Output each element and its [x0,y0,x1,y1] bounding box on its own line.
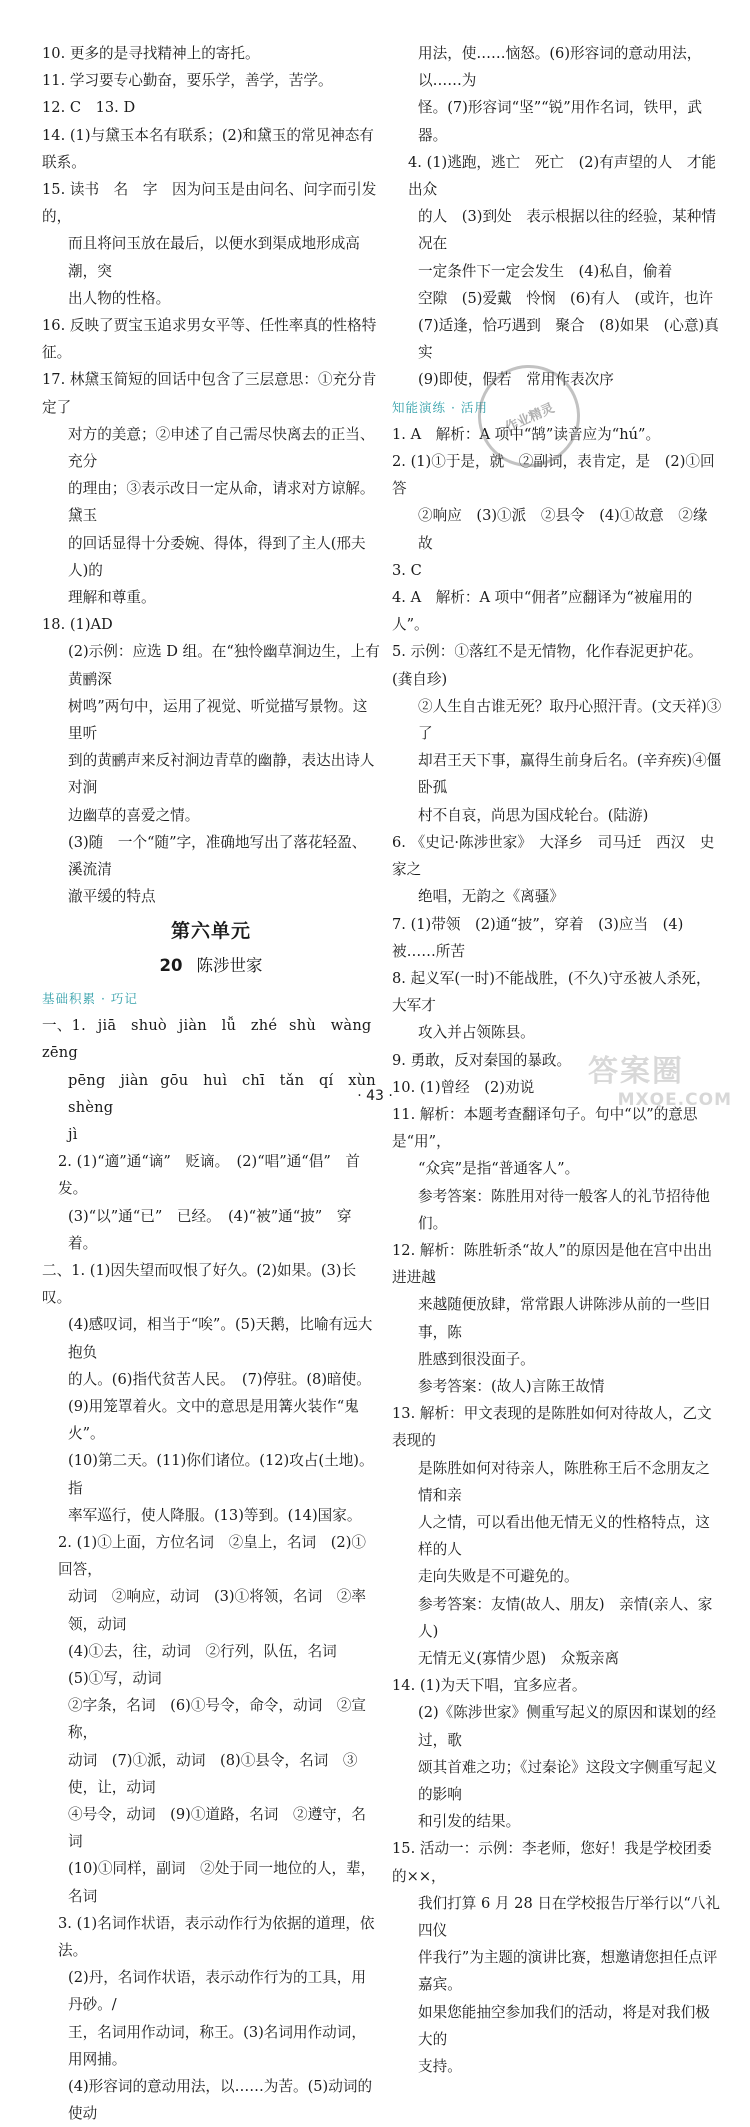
right-line: 10. (1)曾经 (2)劝说 [392,1078,535,1096]
right-line: (7)适逢，恰巧遇到 聚合 (8)如果 (心意)真实 [418,317,719,362]
left-line: 对方的美意；②申述了自己需尽快离去的正当、充分 [68,425,375,471]
right-line: 13. 解析：甲文表现的是陈胜如何对待故人，乙文表现的 [392,1405,712,1450]
right-line: “众宾”是指“普通客人”。 [418,1160,580,1178]
left-line: 树鸣”两句中，运用了视觉、听觉描写景物。这里听 [68,697,368,743]
left-line: 王，名词用作动词，称王。(3)名词用作动词，用网捕。 [68,2023,366,2068]
left-line: (4)①去，往，动词 ②行列，队伍，名词 (5)①写，动词 [68,1642,352,1687]
left-line: 动词 ②响应，动词 (3)①将领，名词 ②率领，动词 [68,1588,366,1633]
right-line: 参考答案：(故人)言陈王故情 [418,1377,605,1395]
right-line: 是陈胜如何对待亲人，陈胜称王后不念朋友之情和亲 [418,1459,710,1504]
right-line: 11. 解析：本题考查翻译句子。句中“以”的意思是“用”， [392,1105,698,1151]
left-line: (4)感叹词，相当于“唉”。(5)天鹅，比喻有远大抱负 [68,1316,373,1361]
left-line: 2. (1)“適”通“谪” 贬谪。 (2)“唱”通“倡” 首发。 [58,1153,361,1198]
stamp-seal: 作业精灵 [462,349,597,484]
right-line: 1. A 解析：A 项中“鹄”读音应为“hú”。 [392,425,661,443]
right-line: 4. A 解析：A 项中“佣者”应翻译为“被雇用的人”。 [392,589,693,634]
right-line: 一定条件下一定会发生 (4)私自，偷着 [418,262,673,280]
right-line: (9)即使，假若 常用作表次序 [418,371,614,389]
left-line: 第六单元 [170,919,251,942]
left-line: ②字条，名词 (6)①号令，命令，动词 ②宣称， [68,1697,366,1742]
right-line: 4. (1)逃跑，逃亡 死亡 (2)有声望的人 才能出众 [408,153,717,199]
left-line: (3)“以”通“已” 已经。 (4)“被”通“披” 穿着。 [68,1207,352,1252]
left-line: (4)形容词的意动用法，以……为苦。(5)动词的使动 [68,2078,373,2123]
left-line: 14. (1)与黛玉本名有联系；(2)和黛玉的常见神态有联系。 [42,126,374,171]
left-line: ④号令，动词 (9)①道路，名词 ②遵守，名词 [68,1806,366,1851]
left-line: 的理由；③表示改日一定从命，请求对方谅解。黛玉 [68,480,375,525]
right-line: 3. C [392,561,422,579]
right-line: 怪。(7)形容词“坚”“锐”用作名词，铁甲，武器。 [418,99,703,144]
right-line: 9. 勇敢，反对秦国的暴政。 [392,1051,572,1069]
right-line: 如果您能抽空参加我们的活动，将是对我们极大的 [418,2003,710,2048]
right-line: ②人生自古谁无死？取丹心照汗青。(文天祥)③了 [418,697,722,743]
right-line: 我们打算 6 月 28 日在学校报告厅举行以“八礼四仪 [418,1894,720,1940]
right-line: 和引发的结果。 [418,1813,521,1831]
right-line: 12. 解析：陈胜斩杀“故人”的原因是他在宫中出出进进越 [392,1241,713,1287]
left-line: 边幽草的喜爱之情。 [68,806,200,824]
left-line: 16. 反映了贾宝玉追求男女平等、任性率真的性格特征。 [42,317,377,362]
left-line: 一、1. jiā shuò jiàn lǚ zhé shù wàng zēng [42,1017,387,1062]
left-line: 17. 林黛玉简短的回话中包含了三层意思：①充分肯定了 [42,371,377,416]
right-line: 无情无义(寡情少恩) 众叛亲离 [418,1649,620,1667]
left-line: 的人。(6)指代贫苦人民。 (7)停驻。(8)暗使。 [68,1370,371,1388]
right-line: 15. 活动一：示例：李老师，您好！我是学校团委的××， [392,1840,712,1885]
left-line: (3)随 一个“随”字，准确地写出了落花轻盈、溪流清 [68,833,367,879]
right-line: 7. (1)带领 (2)通“披”，穿着 (3)应当 (4)被……所苦 [392,915,684,960]
right-line: 参考答案：友情(故人、朋友) 亲情(亲人、家人) [418,1595,713,1640]
page-number: · 43 · [357,1088,393,1104]
right-line: 绝唱，无韵之《离骚》 [418,888,564,906]
left-line: 理解和尊重。 [68,589,156,607]
left-line: 12. C 13. D [42,99,136,117]
left-line: 率军巡行，使人降服。(13)等到。(14)国家。 [68,1506,362,1524]
left-line: (9)用笼罩着火。文中的意思是用篝火装作“鬼火”。 [68,1397,359,1443]
lesson-number: 20 [159,955,183,975]
right-line: 村不自哀，尚思为国戍轮台。(陆游) [418,806,649,824]
left-line: 动词 (7)①派，动词 (8)①县令，名词 ③使，让，动词 [68,1751,358,1796]
left-line: (2)示例：应选 D 组。在“独怜幽草涧边生，上有黄鹂深 [68,643,380,688]
left-line: 出人物的性格。 [68,289,171,307]
left-line: jì [68,1125,78,1143]
left-line: 11. 学习要专心勤奋，要乐学，善学，苦学。 [42,72,333,90]
right-line: 5. 示例：①落红不是无情物，化作春泥更护花。(龚自珍) [392,643,703,688]
lesson-title: 陈涉世家 [196,955,263,975]
left-line [42,952,380,979]
right-line: (2)《陈涉世家》侧重写起义的原因和谋划的经过，歌 [418,1704,716,1749]
left-line: 10. 更多的是寻找精神上的寄托。 [42,45,260,62]
left-line: pēng jiàn gōu huì chī tǎn qí xùn shèng [68,1071,391,1116]
right-line: 空隙 (5)爱戴 怜悯 (6)有人 (或许，也许 [418,289,714,307]
right-line: 伴我行”为主题的演讲比赛，想邀请您担任点评嘉宾。 [418,1949,718,1994]
right-line: 来越随便放肆，常常跟人讲陈涉从前的一些旧事，陈 [418,1296,710,1341]
left-line: 15. 读书 名 字 因为问玉是由问名、问字而引发的， [42,181,377,226]
right-line: 知能演练 · 活用 [392,399,488,415]
left-line: 到的黄鹂声来反衬涧边青草的幽静，表达出诗人对涧 [68,752,375,797]
right-line: 走向失败是不可避免的。 [418,1568,579,1586]
right-line: 颂其首难之功；《过秦论》这段文字侧重写起义的影响 [418,1758,718,1803]
left-line: 18. (1)AD [42,616,113,634]
right-line: 却君王天下事，赢得生前身后名。(辛弃疾)④僵卧孤 [418,752,722,797]
left-line: 基础积累 · 巧记 [42,990,138,1006]
left-line: 的回话显得十分委婉、得体，得到了主人(邢夫人)的 [68,534,366,579]
left-line: 二、1. (1)因失望而叹恨了好久。(2)如果。(3)长叹。 [42,1261,357,1307]
right-line: 8. 起义军(一时)不能战胜，(不久)守丞被人杀死，大军才 [392,969,711,1015]
right-line: 2. (1)①于是，就 ②副词，表肯定，是 (2)①回答 [392,453,715,498]
right-line: 的人 (3)到处 表示根据以往的经验，某种情况在 [418,208,716,253]
left-line: (10)①同样，副词 ②处于同一地位的人，辈，名词 [68,1860,376,1905]
right-line: 胜感到很没面子。 [418,1350,535,1368]
right-line: 支持。 [418,2058,462,2076]
right-line: 人之情，可以看出他无情无义的性格特点，这样的人 [418,1513,710,1559]
left-line: (10)第二天。(11)你们诸位。(12)攻占(土地)。指 [68,1452,374,1497]
right-line: ②响应 (3)①派 ②县令 (4)①故意 ②缘故 [418,507,708,552]
left-line: 澈平缓的特点 [68,888,156,906]
right-line: 参考答案：陈胜用对待一般客人的礼节招待他们。 [418,1187,710,1232]
right-line: 6. 《史记·陈涉世家》 大泽乡 司马迁 西汉 史家之 [392,833,715,879]
left-line: 3. (1)名词作状语，表示动作行为依据的道理，依法。 [58,1914,375,1960]
left-column [42,40,391,2127]
left-line: 2. (1)①上面，方位名词 ②皇上，名词 (2)①回答， [58,1533,367,1579]
right-line: 攻入并占领陈县。 [418,1024,535,1042]
right-line: 14. (1)为天下唱，宜多应者。 [392,1677,587,1695]
left-line: (2)丹，名词作状语，表示动作行为的工具，用丹砂。/ [68,1969,366,2014]
left-line: 而且将问玉放在最后，以便水到渠成地形成高潮，突 [68,235,360,280]
right-line: 用法，使……恼怒。(6)形容词的意动用法，以……为 [418,45,702,90]
watermark-logo: 答案圈 MXQE.COM [588,1054,732,1110]
